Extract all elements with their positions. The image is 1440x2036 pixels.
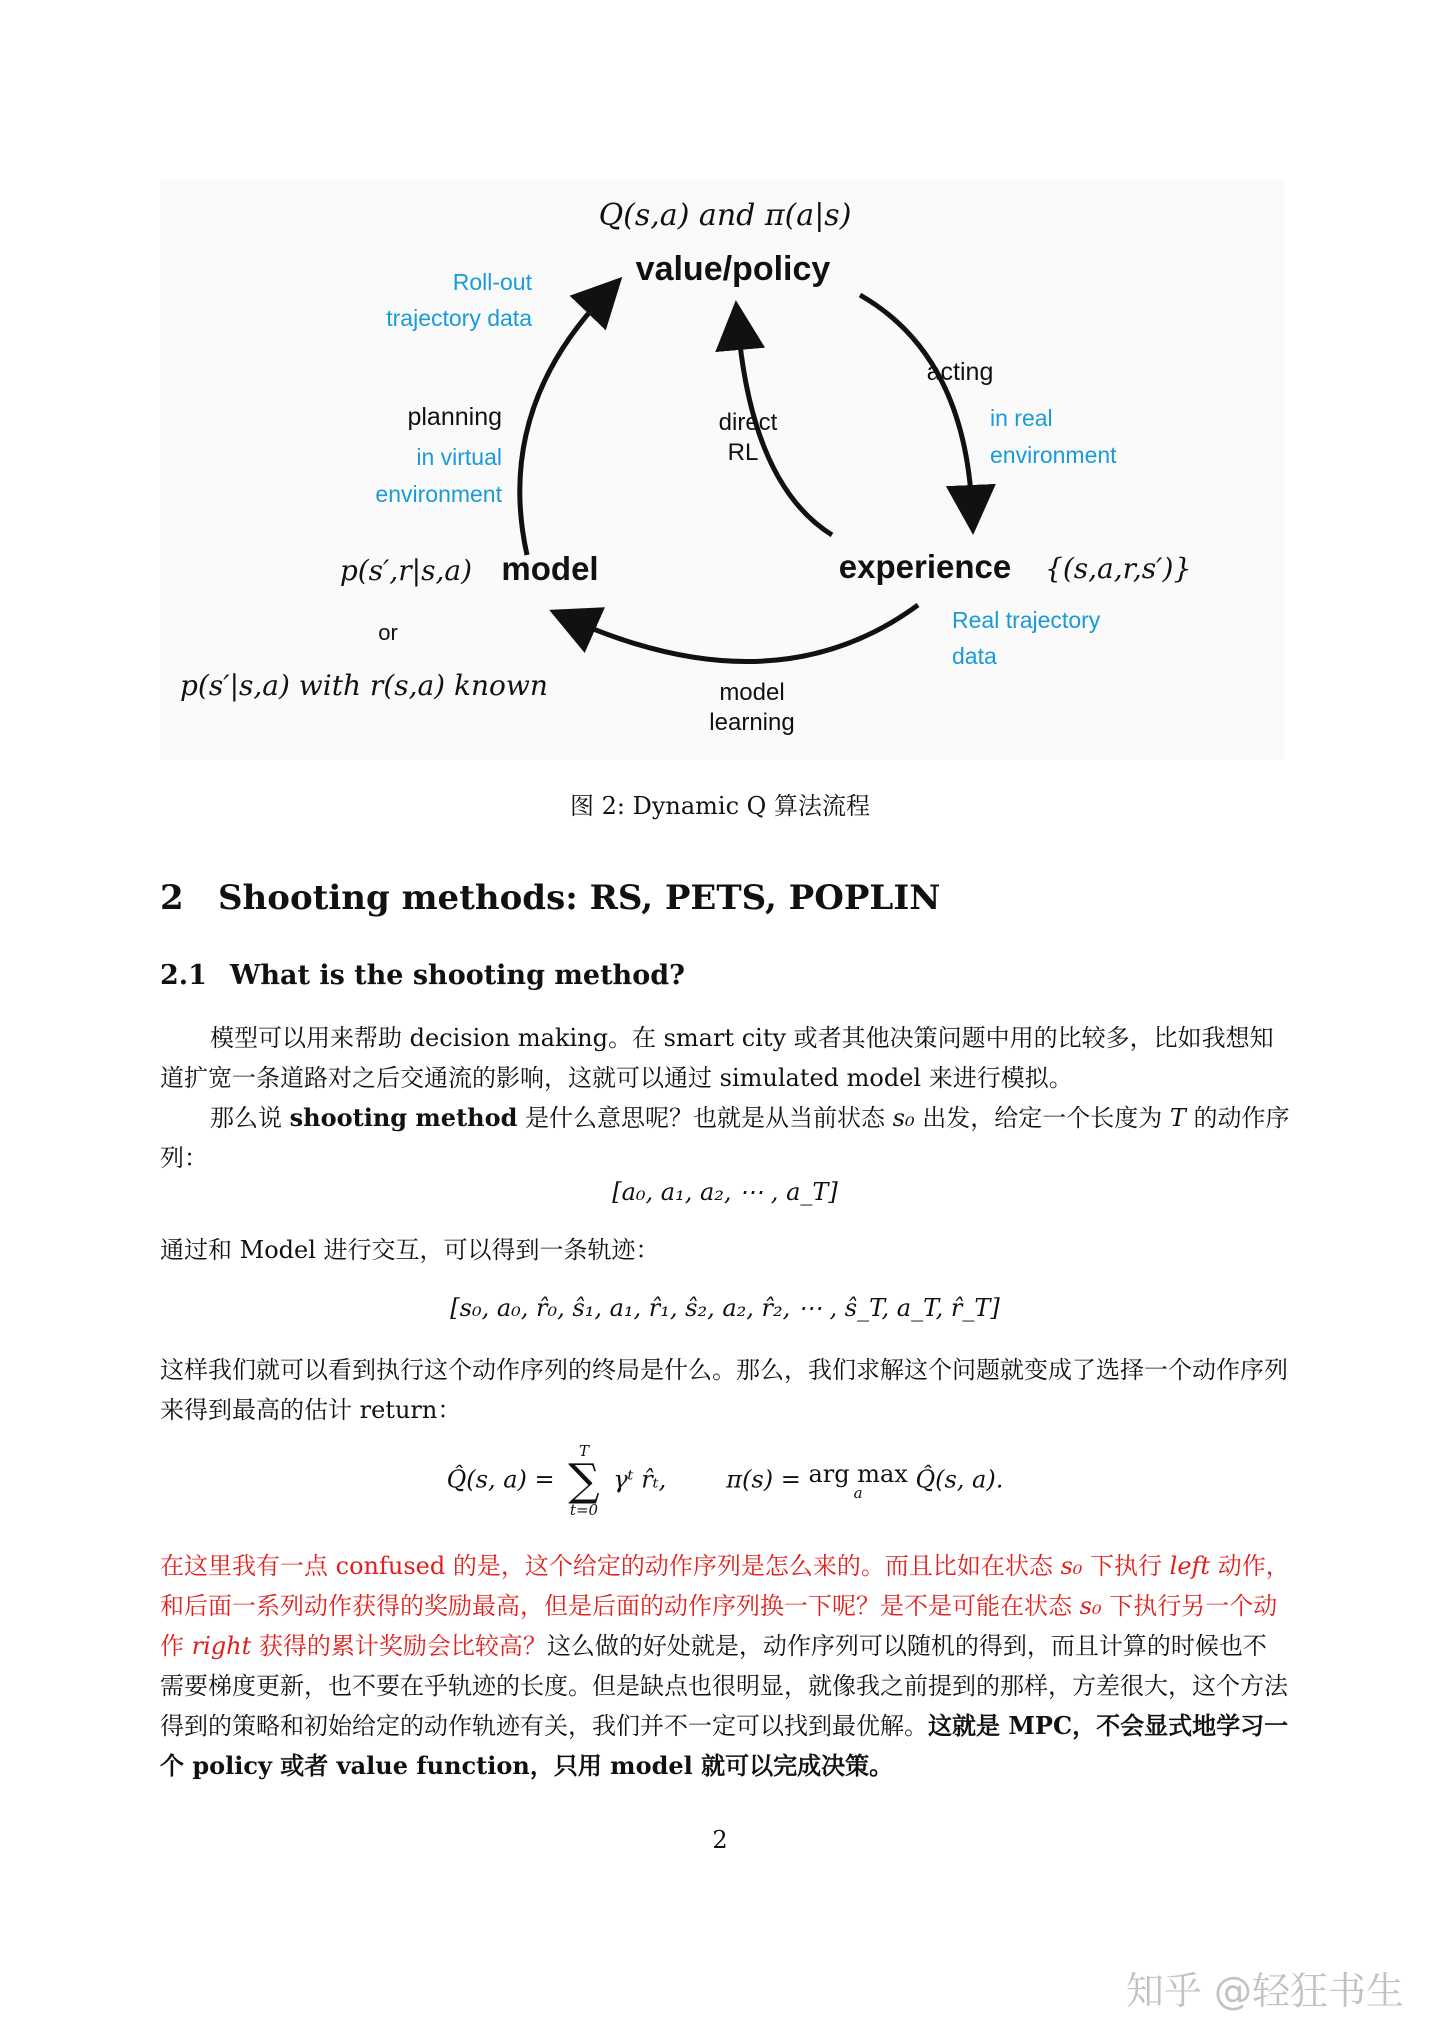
paragraph-discussion [160, 1546, 1290, 1786]
argmax-text: arg max [808, 1459, 908, 1488]
paragraph-intro: 模型可以用来帮助 decision making。在 smart city 或者其他决策问题中用的比较多，比如我想知道扩宽一条道路对之后交通流的影响，这就可以通过 simulated model 来进行模拟。 [160, 1024, 1274, 1092]
or-label: or [378, 620, 398, 645]
p5-bold-conclusion: 这就是 MPC，不会显式地学习一个 policy 或者 value function，只用 model 就可以完成决策。 [160, 1711, 1289, 1780]
direct-label: direct [718, 409, 778, 436]
p2-text-e: 的动作序列： [160, 1104, 1290, 1172]
p5-red-2: 下执行 [1082, 1552, 1170, 1580]
environment-right-label: environment [990, 442, 1117, 468]
q-pi-label: Q(s,a) and π(a|s) [598, 198, 852, 233]
subsection-title-text: What is the shooting method? [230, 960, 685, 991]
p5-right: right [191, 1632, 252, 1660]
watermark: 知乎 @轻狂书生 [1125, 1969, 1404, 2013]
section-number: 2 [160, 878, 184, 918]
dyna-q-figure [160, 180, 1284, 760]
p5-red-1: 在这里我有一点 confused 的是，这个给定的动作序列是怎么来的。而且比如在状态 [160, 1552, 1061, 1580]
planning-arrow [520, 295, 605, 555]
p5-s0-a: s₀ [1060, 1552, 1083, 1580]
eq3-term: γᵗ r̂ₜ, [605, 1465, 667, 1494]
model-learning-arrow [572, 605, 918, 662]
sum-lower: t=0 [569, 1501, 599, 1519]
acting-label: acting [926, 358, 994, 386]
eq3-lhs: Q̂(s, a) = [446, 1465, 563, 1494]
rollout-label-2: trajectory data [386, 305, 532, 331]
p2-text-c: 是什么意思呢？也就是从当前状态 [517, 1104, 893, 1132]
subsection-heading [160, 960, 685, 991]
environment-left-label: environment [375, 481, 502, 507]
alt-formula: p(s′|s,a) with r(s,a) known [180, 669, 548, 702]
dyna-q-diagram [160, 180, 1284, 760]
p5-red-3: 动作，和后面一系列动作获得的奖励最高，但是后面的动作序列换一下呢？是不是可能在状态 [160, 1552, 1290, 1620]
equation-action-sequence: [a₀, a₁, a₂, ⋯ , a_T] [612, 1178, 838, 1206]
page-number: 2 [712, 1826, 728, 1854]
model-learning-label-2: learning [709, 709, 795, 736]
s0-symbol: s₀ [892, 1104, 915, 1132]
model-learning-label-1: model [719, 679, 785, 706]
sum-symbol: ∑ [568, 1455, 600, 1506]
argmax-operator [808, 1459, 908, 1502]
sum-operator [568, 1444, 599, 1518]
experience-set: {(s,a,r,s′)} [1045, 552, 1192, 585]
figure-caption: 图 2: Dynamic Q 算法流程 [570, 792, 870, 820]
p5-black: 这么做的好处就是，动作序列可以随机的得到，而且计算的时候也不需要梯度更新，也不要在乎轨迹的长度。但是缺点也很明显，就像我之前提到的那样，方差很大，这个方法得到的策略和初始给定的动作轨迹有关，我们并不一定可以找到最优解。 [160, 1632, 1288, 1740]
rl-label: RL [727, 439, 759, 466]
p2-text-a: 那么说 [210, 1104, 290, 1132]
equation-return [160, 1444, 1290, 1518]
model-label: model [501, 550, 599, 587]
value-policy-label: value/policy [635, 250, 831, 288]
planning-label: planning [407, 403, 502, 431]
experience-label: experience [838, 548, 1012, 585]
p2-text-d: 出发，给定一个长度为 [914, 1104, 1170, 1132]
T-symbol: T [1169, 1104, 1186, 1132]
argmax-sub: a [853, 1483, 863, 1502]
p5-red-4: 下执行另一个动作 [160, 1592, 1278, 1660]
in-virtual-label: in virtual [416, 444, 502, 470]
paragraph-objective: 这样我们就可以看到执行这个动作序列的终局是什么。那么，我们求解这个问题就变成了选择一个动作序列来得到最高的估计 return： [160, 1356, 1288, 1424]
eq3-rhs-left: π(s) = [726, 1465, 809, 1494]
model-formula: p(s′,r|s,a) [339, 554, 472, 587]
real-trajectory-label-1: Real trajectory [952, 607, 1101, 633]
rollout-label-1: Roll-out [452, 269, 532, 295]
subsection-number: 2.1 [160, 960, 207, 991]
eq3-rhs-right: Q̂(s, a). [907, 1465, 1004, 1494]
acting-arrow [860, 295, 972, 510]
section-heading [160, 878, 940, 918]
p5-left: left [1169, 1552, 1211, 1580]
paragraph-shooting-method [160, 1098, 1290, 1178]
p5-s0-b: s₀ [1079, 1592, 1102, 1620]
sum-upper: T [578, 1442, 589, 1460]
real-trajectory-label-2: data [952, 643, 997, 669]
p5-red-5: 获得的累计奖励会比较高？ [251, 1632, 547, 1660]
paragraph-model-interaction: 通过和 Model 进行交互，可以得到一条轨迹： [160, 1236, 660, 1264]
equation-trajectory: [s₀, a₀, r̂₀, ŝ₁, a₁, r̂₁, ŝ₂, a₂, r̂₂, ⋯ , ŝ_T, a_T, r̂_T] [450, 1294, 1000, 1322]
section-title-text: Shooting methods: RS, PETS, POPLIN [218, 878, 941, 918]
shooting-method-term: shooting method [289, 1103, 518, 1132]
in-real-label: in real [990, 405, 1053, 431]
